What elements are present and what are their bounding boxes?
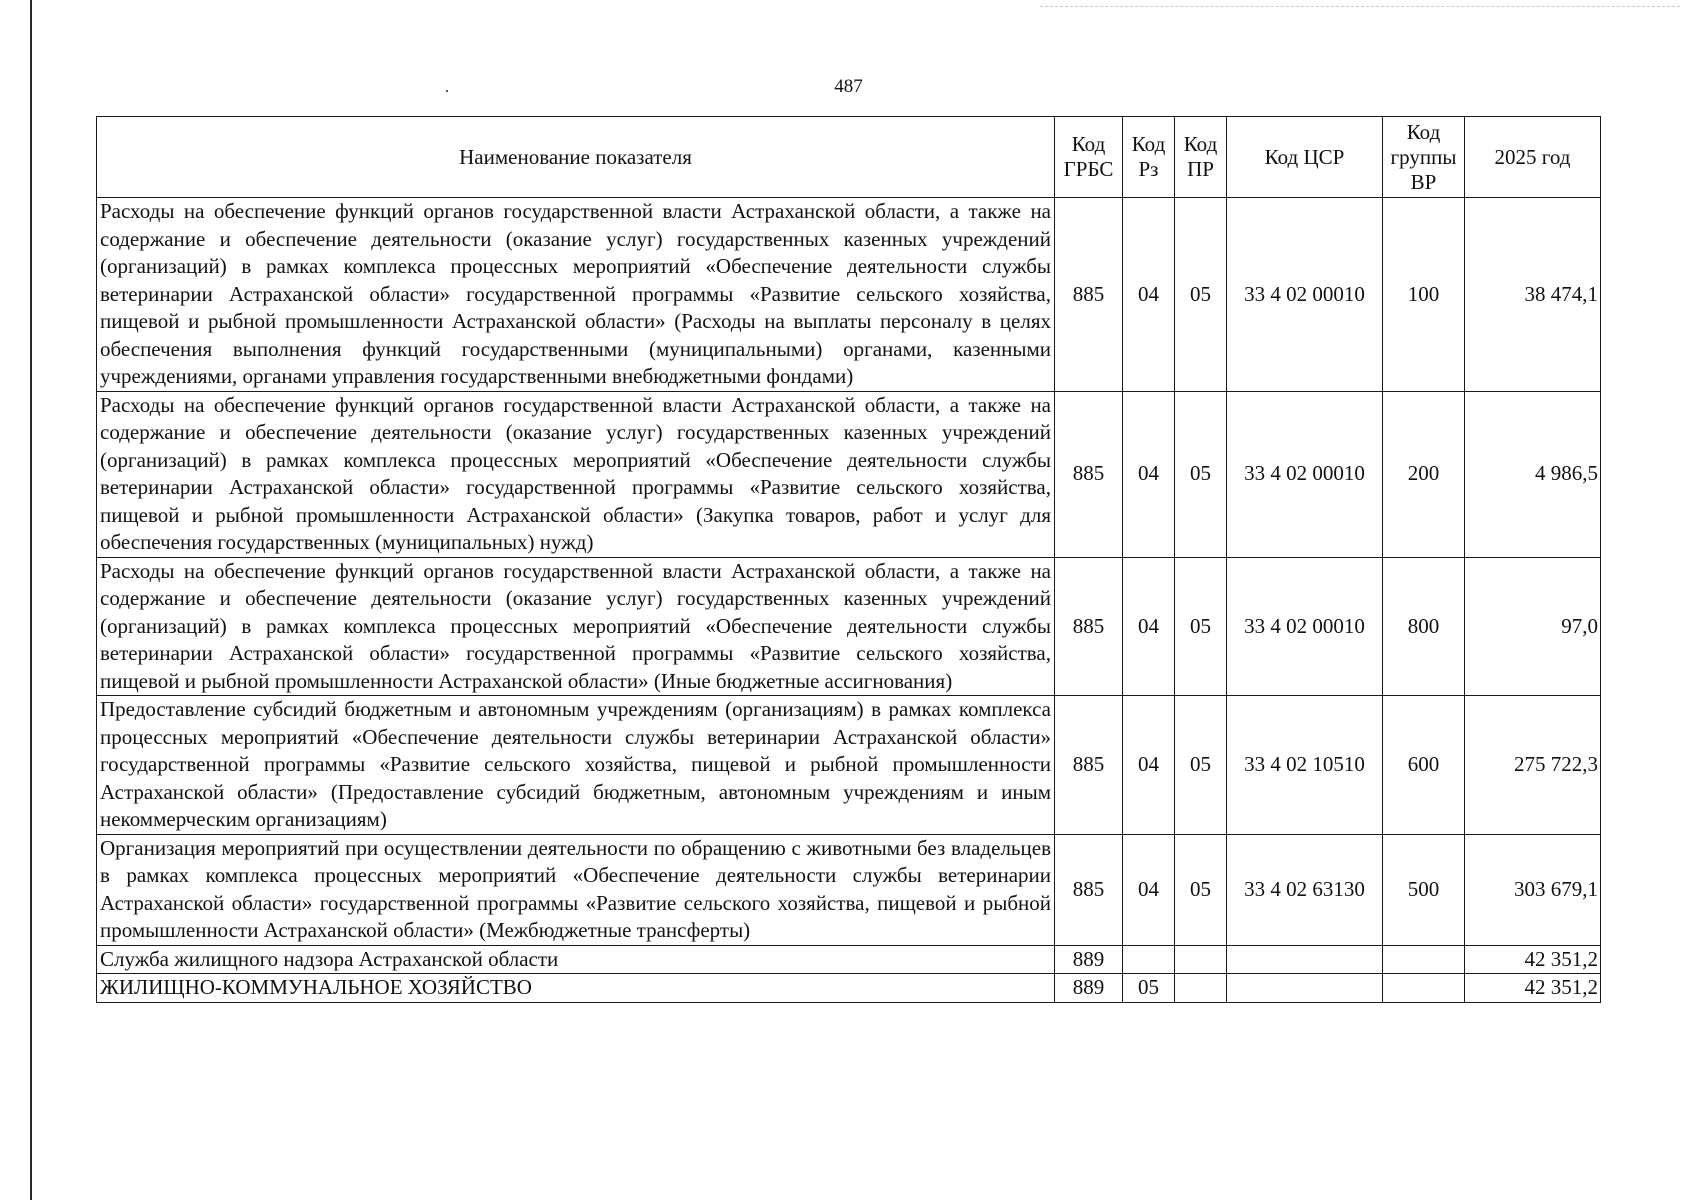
- row-pr: [1175, 945, 1227, 974]
- row-amount: 42 351,2: [1465, 974, 1601, 1003]
- row-amount: 4 986,5: [1465, 391, 1601, 557]
- row-grbs: 885: [1055, 834, 1123, 945]
- row-vr: 500: [1383, 834, 1465, 945]
- page-number: 487: [834, 76, 863, 97]
- header-rz: Код Рз: [1123, 117, 1175, 198]
- row-grbs: 885: [1055, 696, 1123, 835]
- row-grbs: 885: [1055, 391, 1123, 557]
- table-header-row: [97, 117, 1601, 198]
- row-rz: 04: [1123, 557, 1175, 696]
- row-csr: 33 4 02 00010: [1227, 391, 1383, 557]
- row-csr: 33 4 02 00010: [1227, 557, 1383, 696]
- row-csr: [1227, 945, 1383, 974]
- header-grbs: Код ГРБС: [1055, 117, 1123, 198]
- scan-top-edge: [1040, 6, 1680, 8]
- header-year: 2025 год: [1465, 117, 1601, 198]
- table-row: [97, 974, 1601, 1003]
- table-row: [97, 945, 1601, 974]
- row-csr: 33 4 02 63130: [1227, 834, 1383, 945]
- row-amount: 97,0: [1465, 557, 1601, 696]
- row-amount: 38 474,1: [1465, 198, 1601, 392]
- row-pr: 05: [1175, 198, 1227, 392]
- row-vr: [1383, 974, 1465, 1003]
- row-grbs: 889: [1055, 974, 1123, 1003]
- row-grbs: 885: [1055, 198, 1123, 392]
- row-rz: 04: [1123, 391, 1175, 557]
- row-name: Служба жилищного надзора Астраханской области: [97, 945, 1055, 974]
- scan-left-edge: [30, 0, 32, 1200]
- header-pr: Код ПР: [1175, 117, 1227, 198]
- header-vr: Код группы ВР: [1383, 117, 1465, 198]
- row-vr: 600: [1383, 696, 1465, 835]
- row-vr: 800: [1383, 557, 1465, 696]
- row-pr: [1175, 974, 1227, 1003]
- row-name: Предоставление субсидий бюджетным и автономным учреждениям (организациям) в рамках комплекса процессных мероприятий «Обеспечение деятельности службы ветеринарии Астраханской области» государственной программы «Развитие сельского хозяйства, пищевой и рыбной промышленности Астраханской области» (Предоставление субсидий бюджетным, автономным учреждениям и иным некоммерческим организациям): [97, 696, 1055, 835]
- row-pr: 05: [1175, 391, 1227, 557]
- header-csr: Код ЦСР: [1227, 117, 1383, 198]
- row-name: ЖИЛИЩНО-КОММУНАЛЬНОЕ ХОЗЯЙСТВО: [97, 974, 1055, 1003]
- table-row: [97, 834, 1601, 945]
- budget-table: [96, 116, 1601, 1003]
- row-amount: 275 722,3: [1465, 696, 1601, 835]
- row-pr: 05: [1175, 557, 1227, 696]
- row-amount: 303 679,1: [1465, 834, 1601, 945]
- row-vr: 200: [1383, 391, 1465, 557]
- row-rz: [1123, 945, 1175, 974]
- row-vr: 100: [1383, 198, 1465, 392]
- table-row: [97, 696, 1601, 835]
- row-name: Расходы на обеспечение функций органов государственной власти Астраханской области, а также на содержание и обеспечение деятельности (оказание услуг) государственных казенных учреждений (организаций) в рамках комплекса процессных мероприятий «Обеспечение деятельности службы ветеринарии Астраханской области» государственной программы «Развитие сельского хозяйства, пищевой и рыбной промышленности Астраханской области» (Расходы на выплаты персоналу в целях обеспечения выполнения функций государственными (муниципальными) органами, казенными учреждениями, органами управления государственными внебюджетными фондами): [97, 198, 1055, 392]
- row-pr: 05: [1175, 834, 1227, 945]
- table-row: [97, 557, 1601, 696]
- row-name: Расходы на обеспечение функций органов государственной власти Астраханской области, а также на содержание и обеспечение деятельности (оказание услуг) государственных казенных учреждений (организаций) в рамках комплекса процессных мероприятий «Обеспечение деятельности службы ветеринарии Астраханской области» государственной программы «Развитие сельского хозяйства, пищевой и рыбной промышленности Астраханской области» (Иные бюджетные ассигнования): [97, 557, 1055, 696]
- row-name: Организация мероприятий при осуществлении деятельности по обращению с животными без владельцев в рамках комплекса процессных мероприятий «Обеспечение деятельности службы ветеринарии Астраханской области» государственной программы «Развитие сельского хозяйства, пищевой и рыбной промышленности Астраханской области» (Межбюджетные трансферты): [97, 834, 1055, 945]
- table-row: [97, 391, 1601, 557]
- row-rz: 04: [1123, 198, 1175, 392]
- row-csr: 33 4 02 10510: [1227, 696, 1383, 835]
- row-pr: 05: [1175, 696, 1227, 835]
- row-grbs: 889: [1055, 945, 1123, 974]
- row-csr: [1227, 974, 1383, 1003]
- table-row: [97, 198, 1601, 392]
- row-vr: [1383, 945, 1465, 974]
- header-name: Наименование показателя: [97, 117, 1055, 198]
- row-rz: 05: [1123, 974, 1175, 1003]
- row-grbs: 885: [1055, 557, 1123, 696]
- row-rz: 04: [1123, 834, 1175, 945]
- row-rz: 04: [1123, 696, 1175, 835]
- row-name: Расходы на обеспечение функций органов государственной власти Астраханской области, а также на содержание и обеспечение деятельности (оказание услуг) государственных казенных учреждений (организаций) в рамках комплекса процессных мероприятий «Обеспечение деятельности службы ветеринарии Астраханской области» государственной программы «Развитие сельского хозяйства, пищевой и рыбной промышленности Астраханской области» (Закупка товаров, работ и услуг для обеспечения государственных (муниципальных) нужд): [97, 391, 1055, 557]
- row-amount: 42 351,2: [1465, 945, 1601, 974]
- row-csr: 33 4 02 00010: [1227, 198, 1383, 392]
